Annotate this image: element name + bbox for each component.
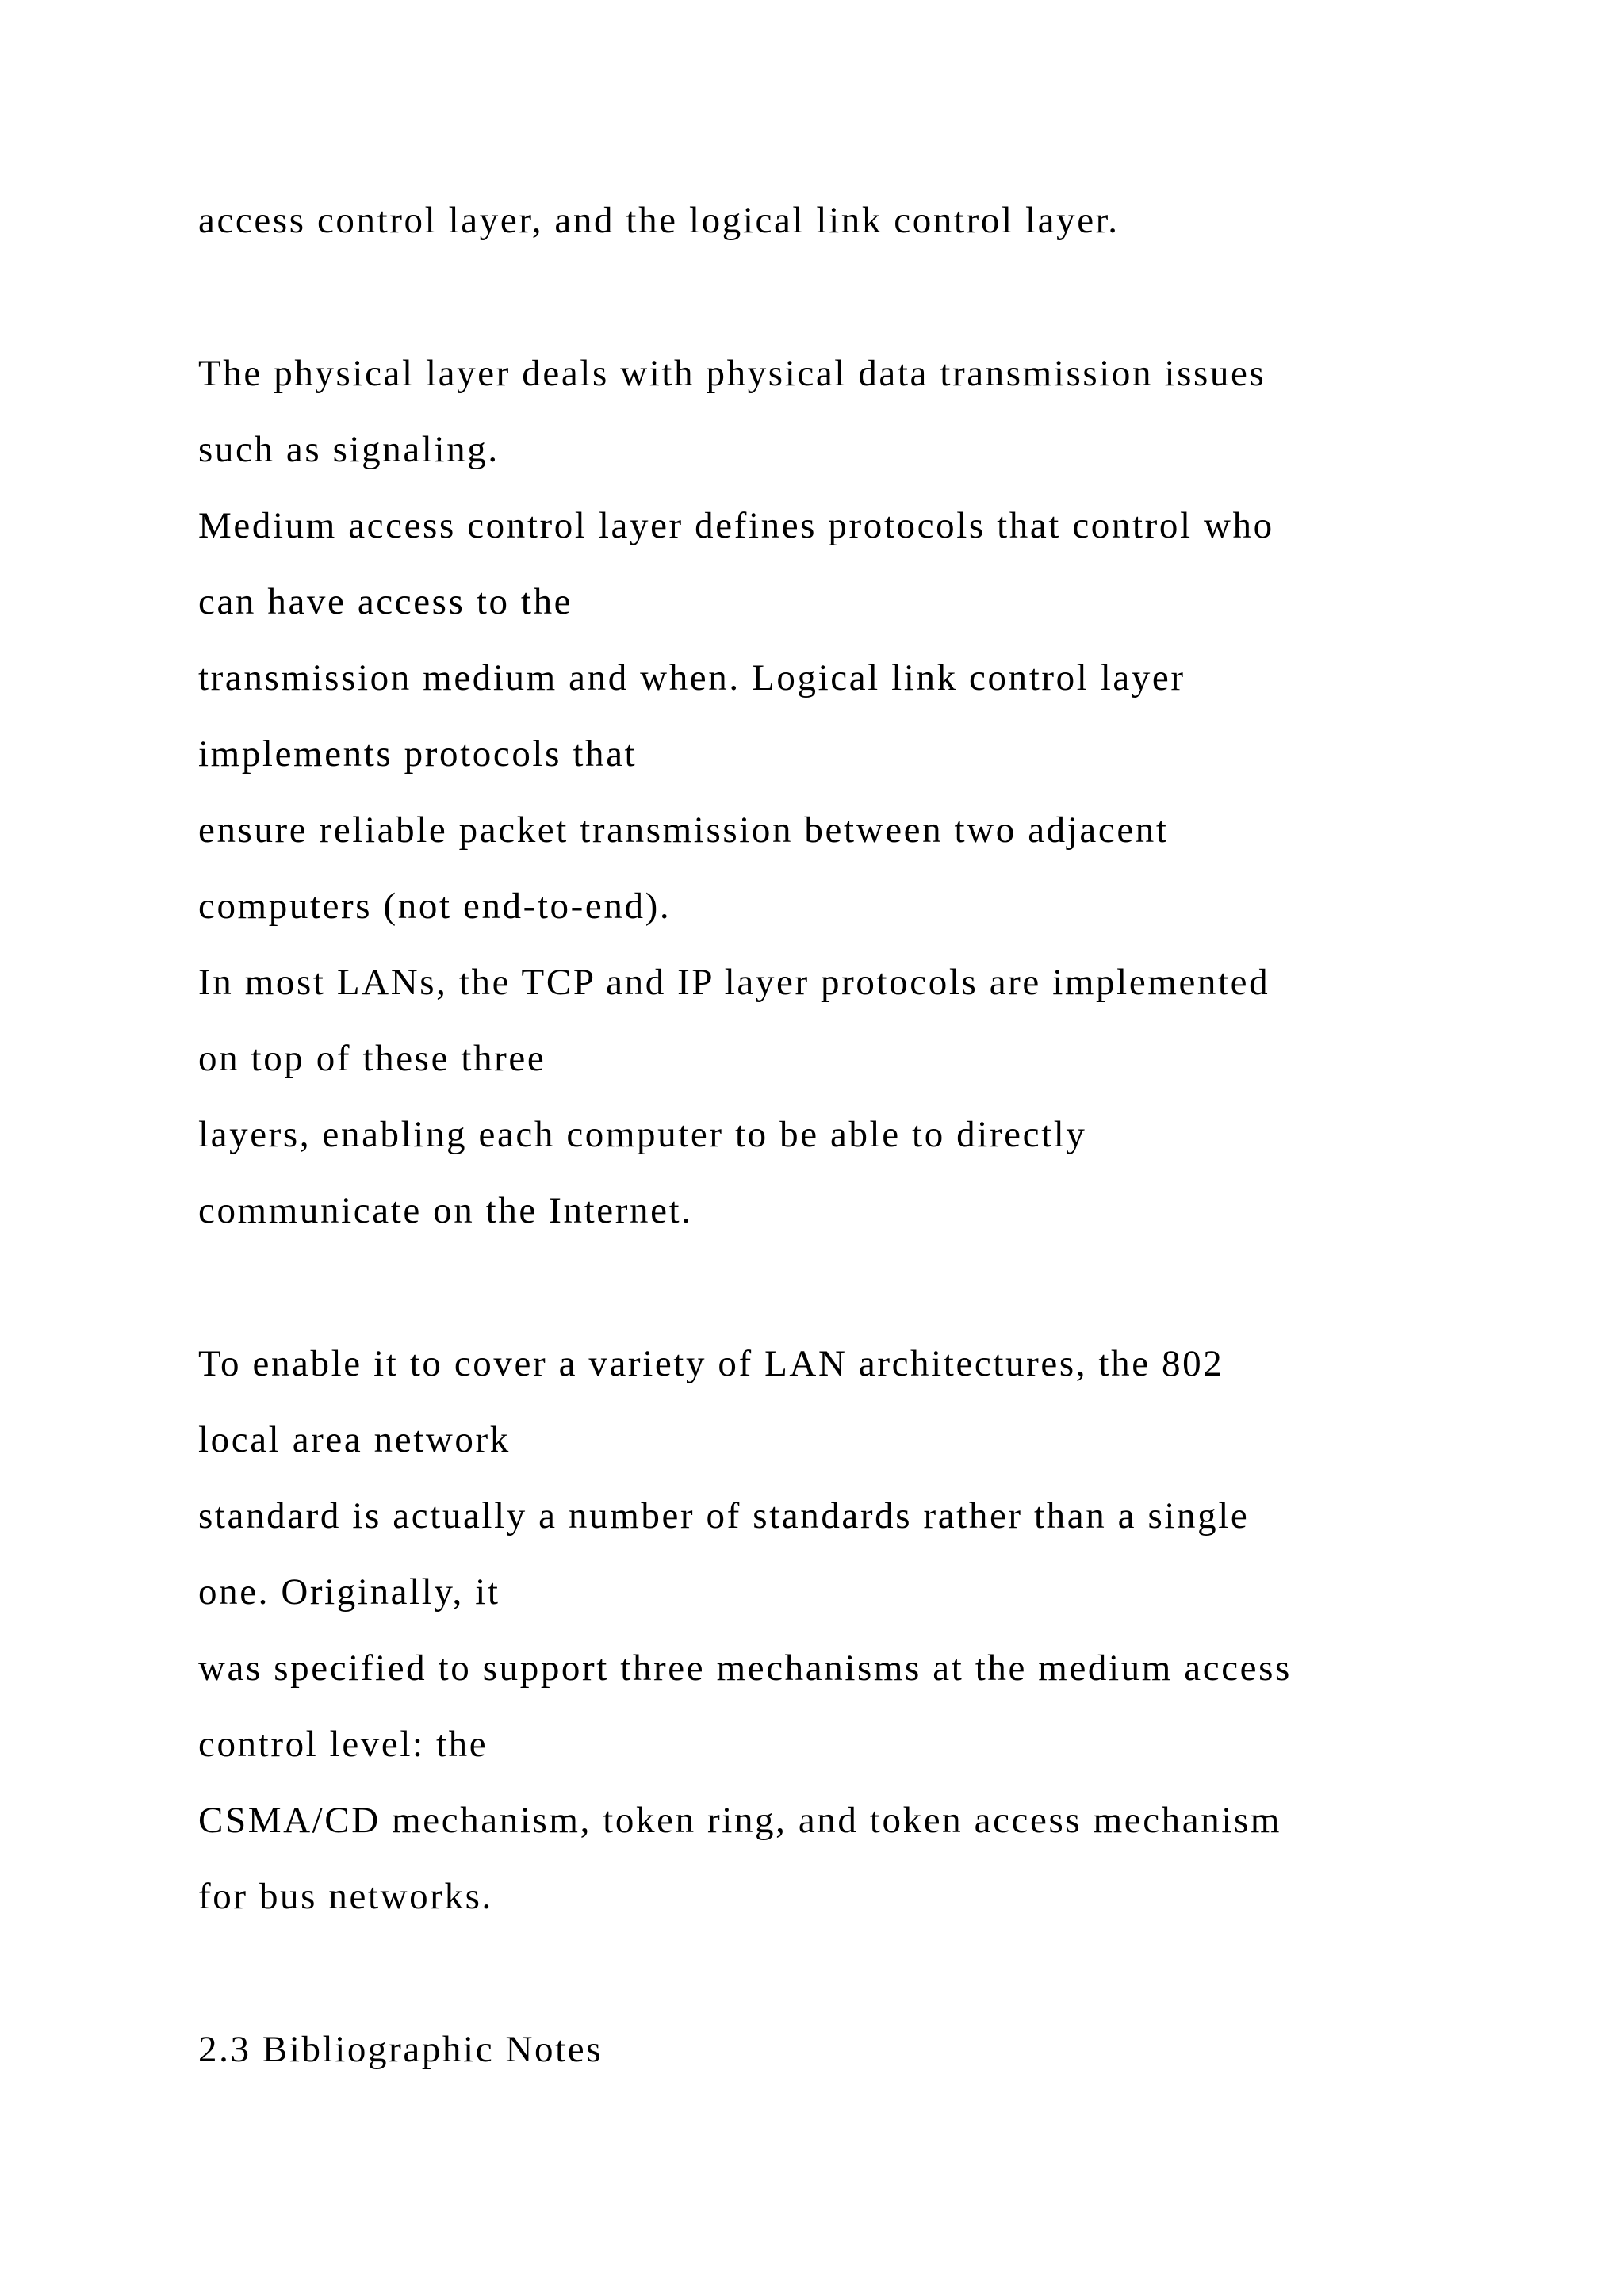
text-line: can have access to the: [198, 581, 573, 622]
text-line: computers (not end-to-end).: [198, 886, 672, 927]
text-line: implements protocols that: [198, 733, 638, 775]
text-line: The physical layer deals with physical data transmission issues: [198, 353, 1266, 394]
text-line: transmission medium and when. Logical link control layer: [198, 657, 1185, 698]
text-line: one. Originally, it: [198, 1571, 500, 1613]
text-line: communicate on the Internet.: [198, 1190, 693, 1231]
section-heading: 2.3 Bibliographic Notes: [198, 2029, 603, 2070]
text-line: standard is actually a number of standards rather than a single: [198, 1495, 1250, 1536]
text-line: such as signaling.: [198, 429, 500, 470]
text-line: Medium access control layer defines protocols that control who: [198, 505, 1274, 546]
text-line: In most LANs, the TCP and IP layer protocols are implemented: [198, 962, 1270, 1003]
text-line: To enable it to cover a variety of LAN architectures, the 802: [198, 1343, 1224, 1384]
text-line: layers, enabling each computer to be able to directly: [198, 1114, 1087, 1155]
text-line: on top of these three: [198, 1038, 546, 1079]
text-line: access control layer, and the logical link control layer.: [198, 200, 1120, 241]
text-line: for bus networks.: [198, 1876, 493, 1917]
text-line: control level: the: [198, 1724, 488, 1765]
text-line: CSMA/CD mechanism, token ring, and token access mechanism: [198, 1800, 1282, 1841]
text-line: ensure reliable packet transmission between two adjacent: [198, 809, 1169, 851]
text-line: local area network: [198, 1419, 511, 1460]
text-line: was specified to support three mechanisms at the medium access: [198, 1647, 1292, 1689]
